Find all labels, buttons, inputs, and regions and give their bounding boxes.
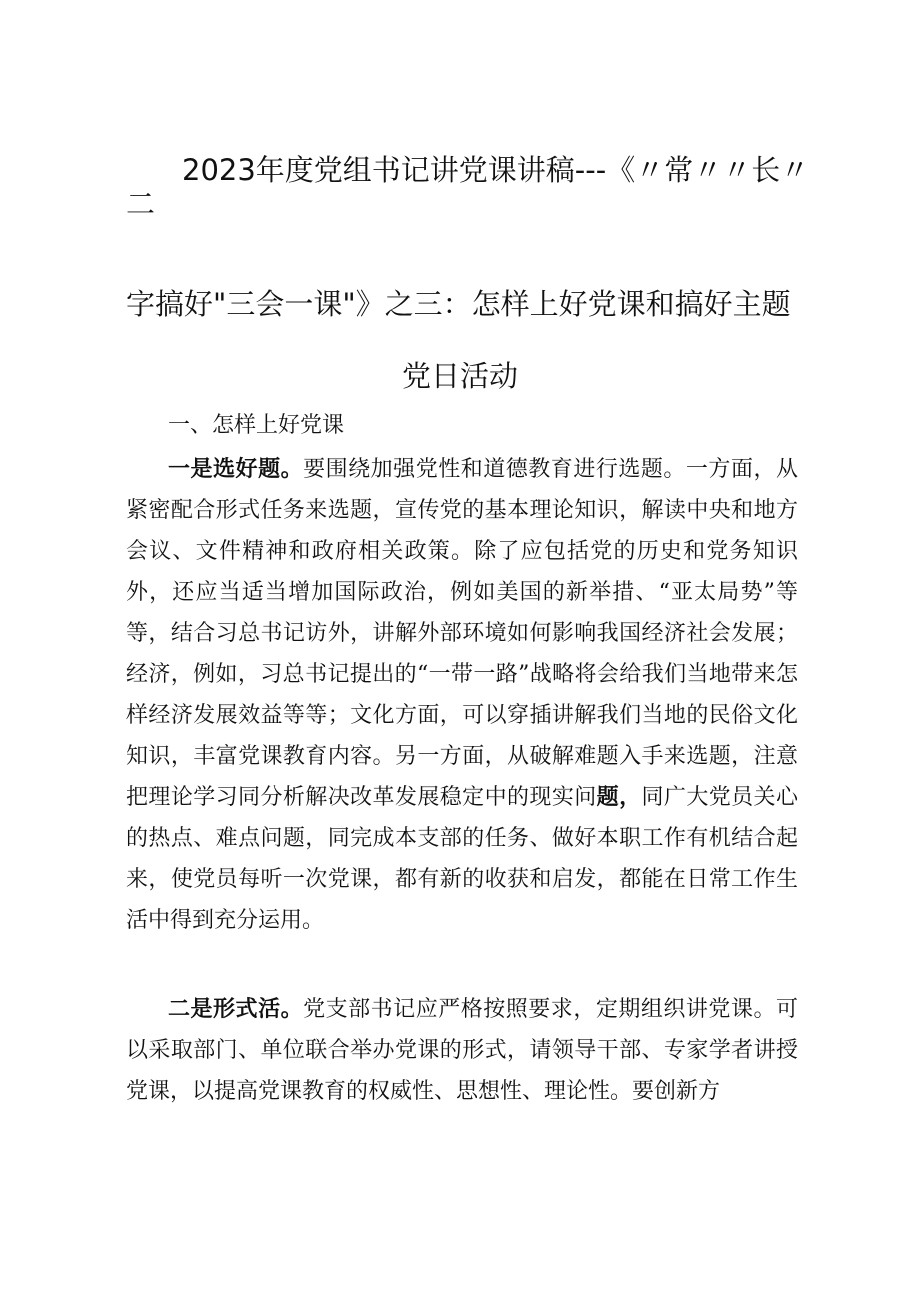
paragraph-text: 同广大党员关心的热点、难点问题，同完成本支部的任务、做好本职工作有机结合起来，使党员每听一次党课，都有新的收获和启发，都能在日常工作生活中得到充分运用。	[126, 785, 798, 933]
paragraph-bold-text: 题，	[596, 785, 642, 810]
paragraph-lead: 一是选好题。	[168, 457, 304, 482]
paragraph-format	[126, 989, 798, 1112]
paragraph-text: 党支部书记应严格按照要求，定期组织讲党课。可以采取部门、单位联合举办党课的形式，请领导干部、专家学者讲授党课，以提高党课教育的权威性、思想性、理论性。要创新方	[126, 997, 798, 1104]
title-line-2: 二	[126, 187, 156, 221]
title-line-1: 2023年度党组书记讲党课讲稿---《〃常〃〃长〃	[182, 153, 810, 187]
paragraph-lead: 二是形式活。	[168, 997, 304, 1022]
section-heading: 一、怎样上好党课	[168, 413, 345, 438]
title-line-4: 党日活动	[401, 359, 518, 393]
paragraph-text: 要围绕加强党性和道德教育进行选题。一方面，从紧密配合形式任务来选题，宣传党的基本理论知识，解读中央和地方会议、文件精神和政府相关政策。除了应包括党的历史和党务知识外，还应当适当增加国际政治，例如美国的新举措、“亚太局势”等等，结合习总书记访外，讲解外部环境如何影响我国经济社会发展；经济，例如，习总书记提出的“一带一路”战略将会给我们当地带来怎样经济发展效益等等；文化方面，可以穿插讲解我们当地的民俗文化知识，丰富党课教育内容。另一方面，从破解难题入手来选题，注意把理论学习同分析解决改革发展稳定中的现实问	[126, 457, 798, 810]
paragraph-topic-selection	[126, 449, 798, 979]
title-line-3: 字搞好"三会一课"》之三：怎样上好党课和搞好主题	[126, 287, 791, 321]
